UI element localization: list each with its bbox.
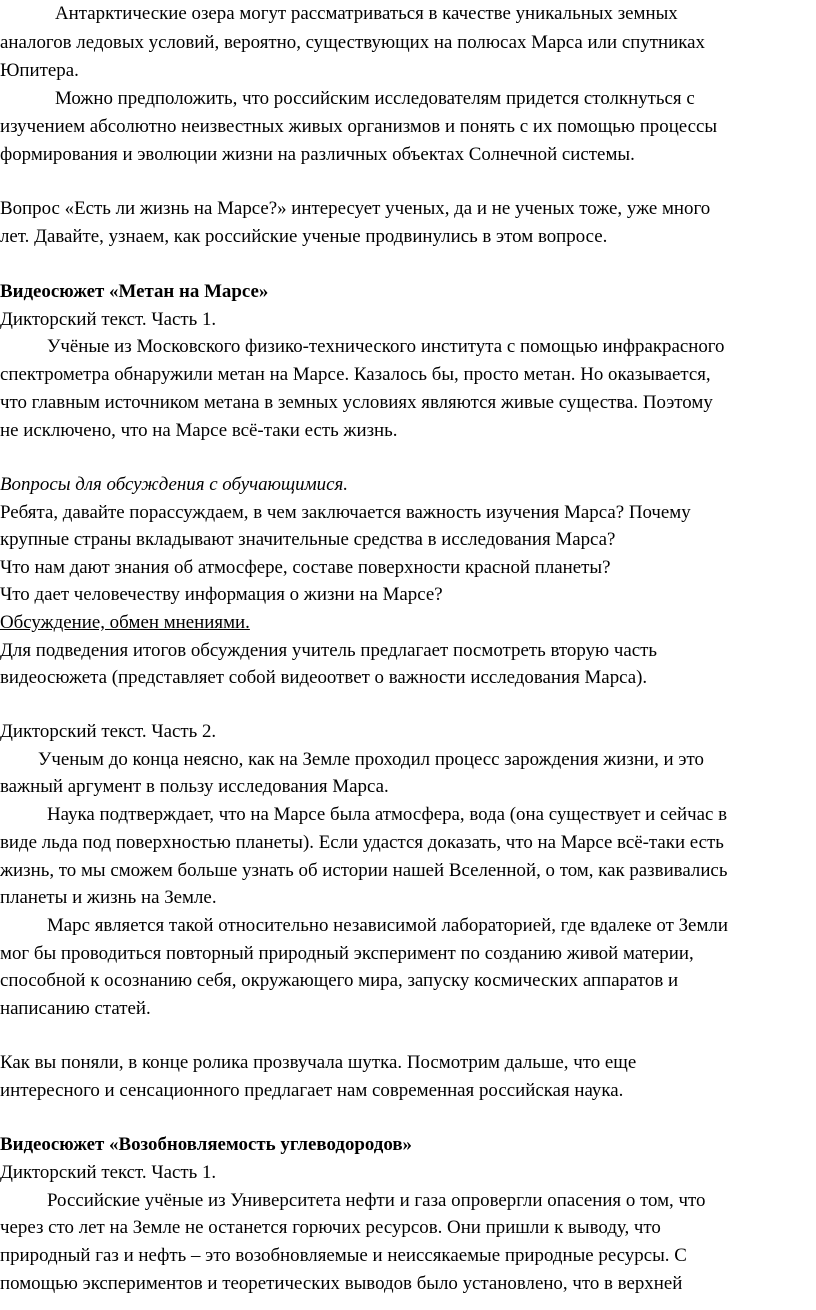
- paragraph-line: способной к осознанию себя, окружающего мира, запуску космических аппаратов и: [0, 970, 679, 991]
- subheading: Дикторский текст. Часть 1.: [0, 309, 217, 330]
- section-heading: Видеосюжет «Метан на Марсе»: [0, 281, 269, 302]
- paragraph-line: Что дает человечеству информация о жизни на Марсе?: [0, 584, 443, 605]
- paragraph-line: Российские учёные из Университета нефти и газа опровергли опасения о том, что: [47, 1190, 706, 1211]
- paragraph-line: Юпитера.: [0, 60, 79, 81]
- paragraph-line: формирования и эволюции жизни на различных объектах Солнечной системы.: [0, 144, 635, 165]
- paragraph-line: Антарктические озера могут рассматриваться в качестве уникальных земных: [55, 3, 678, 24]
- paragraph-line: помощью экспериментов и теоретических выводов было установлено, что в верхней: [0, 1273, 683, 1294]
- paragraph-line: Вопрос «Есть ли жизнь на Марсе?» интересует ученых, да и не ученых тоже, уже много: [0, 198, 711, 219]
- paragraph-line: лет. Давайте, узнаем, как российские ученые продвинулись в этом вопросе.: [0, 226, 608, 247]
- paragraph-line: Марс является такой относительно независимой лабораторией, где вдалеке от Земли: [47, 915, 728, 936]
- paragraph-line: через сто лет на Земле не останется горючих ресурсов. Они пришли к выводу, что: [0, 1217, 661, 1238]
- paragraph-line: планеты и жизнь на Земле.: [0, 887, 217, 908]
- paragraph-line: аналогов ледовых условий, вероятно, существующих на полюсах Марса или спутниках: [0, 32, 705, 53]
- paragraph-line: интересного и сенсационного предлагает нам современная российская наука.: [0, 1080, 624, 1101]
- paragraph-line: видеосюжета (представляет собой видеоответ о важности исследования Марса).: [0, 667, 648, 688]
- paragraph-line: написанию статей.: [0, 998, 151, 1019]
- paragraph-line: Как вы поняли, в конце ролика прозвучала шутка. Посмотрим дальше, что еще: [0, 1052, 637, 1073]
- paragraph-line: Можно предположить, что российским исследователям придется столкнуться с: [55, 88, 695, 109]
- paragraph-line: Что нам дают знания об атмосфере, составе поверхности красной планеты?: [0, 557, 611, 578]
- paragraph-line: Наука подтверждает, что на Марсе была атмосфера, вода (она существует и сейчас в: [47, 804, 728, 825]
- paragraph-line: природный газ и нефть – это возобновляемые и неиссякаемые природные ресурсы. С: [0, 1245, 687, 1266]
- paragraph-line: Ребята, давайте порассуждаем, в чем заключается важность изучения Марса? Почему: [0, 502, 691, 523]
- paragraph-line: спектрометра обнаружили метан на Марсе. Казалось бы, просто метан. Но оказывается,: [0, 364, 711, 385]
- section-heading: Видеосюжет «Возобновляемость углеводородов»: [0, 1134, 412, 1155]
- paragraph-line: изучением абсолютно неизвестных живых организмов и понять с их помощью процессы: [0, 116, 718, 137]
- paragraph-line: важный аргумент в пользу исследования Марса.: [0, 776, 389, 797]
- paragraph-line: жизнь, то мы сможем больше узнать об истории нашей Вселенной, о том, как развивались: [0, 860, 728, 881]
- discussion-heading: Вопросы для обсуждения с обучающимися.: [0, 474, 349, 495]
- paragraph-line: что главным источником метана в земных условиях являются живые существа. Поэтому: [0, 392, 713, 413]
- subheading: Дикторский текст. Часть 1.: [0, 1162, 217, 1183]
- subheading: Дикторский текст. Часть 2.: [0, 721, 217, 742]
- underlined-line: Обсуждение, обмен мнениями.: [0, 612, 250, 633]
- paragraph-line: Учёные из Московского физико-технического института с помощью инфракрасного: [47, 336, 725, 357]
- paragraph-line: крупные страны вкладывают значительные средства в исследования Марса?: [0, 529, 616, 550]
- paragraph-line: Ученым до конца неясно, как на Земле проходил процесс зарождения жизни, и это: [38, 749, 704, 770]
- paragraph-line: Для подведения итогов обсуждения учитель предлагает посмотреть вторую часть: [0, 640, 657, 661]
- paragraph-line: не исключено, что на Марсе всё-таки есть жизнь.: [0, 420, 398, 441]
- paragraph-line: виде льда под поверхностью планеты). Если удастся доказать, что на Марсе всё-таки есть: [0, 832, 724, 853]
- paragraph-line: мог бы проводиться повторный природный эксперимент по созданию живой материи,: [0, 943, 694, 964]
